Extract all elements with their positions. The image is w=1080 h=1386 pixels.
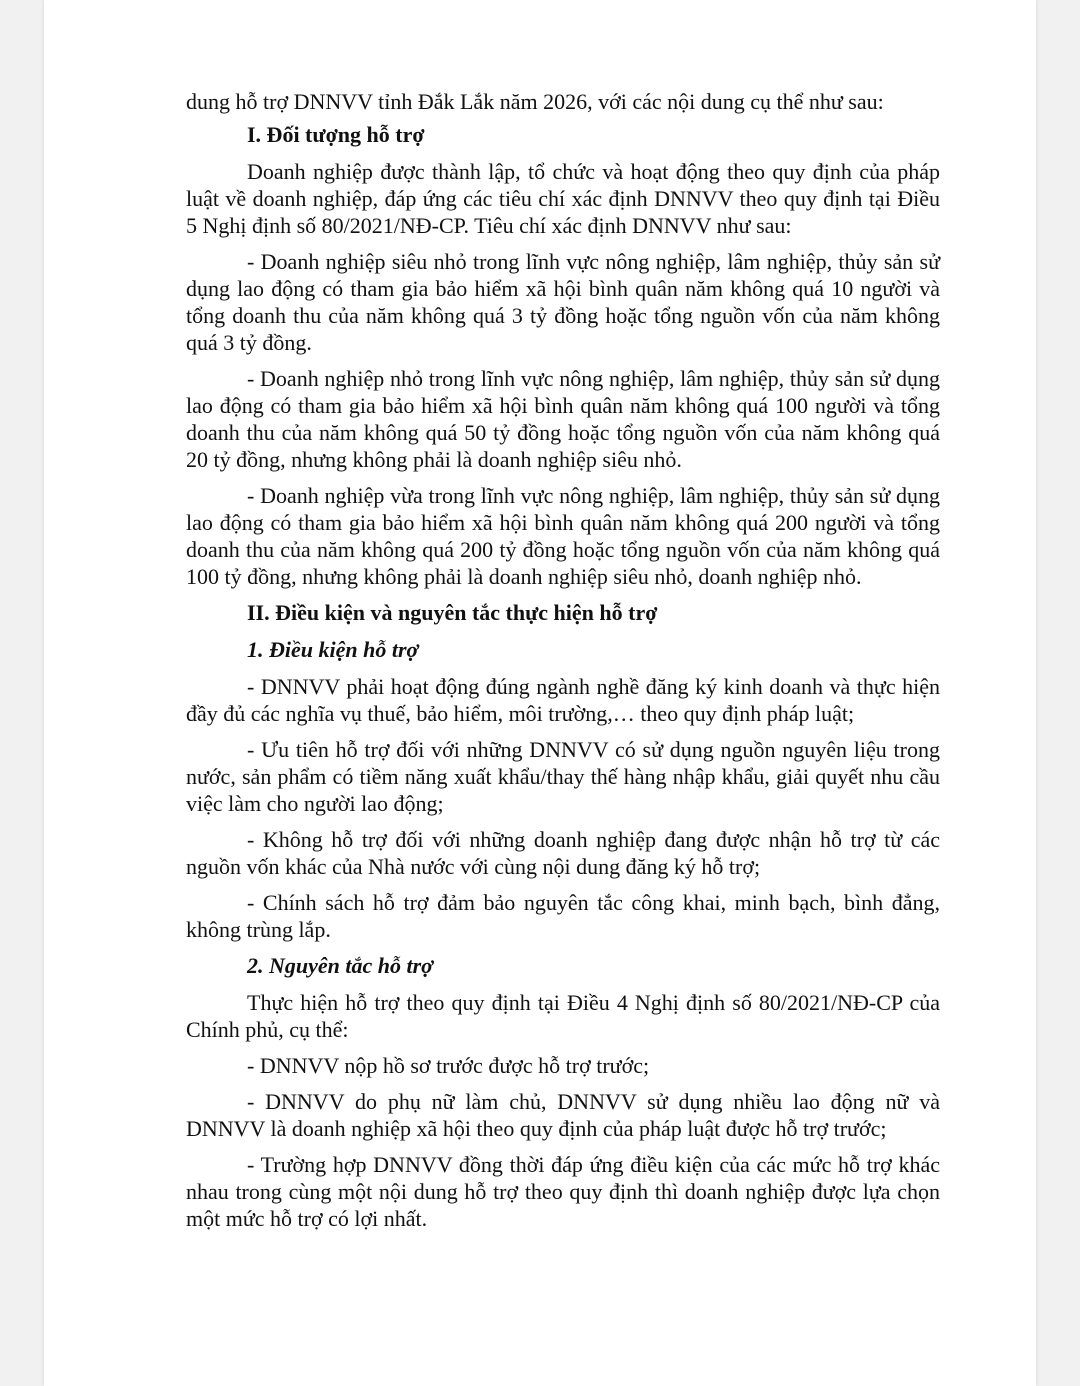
section-1-intro: Doanh nghiệp được thành lập, tổ chức và hoạt động theo quy định của pháp luật về doanh nghiệp, đáp ứng các tiêu chí xác định DNNVV theo quy định tại Điều 5 Nghị định số 80/2021/NĐ-CP. Tiêu chí xác định DNNVV như sau: [186, 159, 940, 238]
section-2-heading: II. Điều kiện và nguyên tắc thực hiện hỗ trợ [247, 600, 658, 625]
section-1-heading: I. Đối tượng hỗ trợ [247, 122, 425, 147]
condition-item: - DNNVV phải hoạt động đúng ngành nghề đăng ký kinh doanh và thực hiện đầy đủ các nghĩa vụ thuế, bảo hiểm, môi trường,… theo quy định pháp luật; [186, 674, 940, 726]
subsection-1-heading: 1. Điều kiện hỗ trợ [247, 637, 419, 662]
principle-item: - DNNVV nộp hồ sơ trước được hỗ trợ trước; [247, 1053, 650, 1078]
criteria-item-small: - Doanh nghiệp nhỏ trong lĩnh vực nông nghiệp, lâm nghiệp, thủy sản sử dụng lao động có tham gia bảo hiểm xã hội bình quân năm không quá 100 người và tổng doanh thu của năm không quá 50 tỷ đồng hoặc tổng nguồn vốn của năm không quá 20 tỷ đồng, nhưng không phải là doanh nghiệp siêu nhỏ. [186, 366, 940, 472]
document-page [44, 0, 1036, 1386]
principle-item: - Trường hợp DNNVV đồng thời đáp ứng điều kiện của các mức hỗ trợ khác nhau trong cùng một nội dung hỗ trợ theo quy định thì doanh nghiệp được lựa chọn một mức hỗ trợ có lợi nhất. [186, 1152, 940, 1231]
subsection-2-heading: 2. Nguyên tắc hỗ trợ [247, 953, 433, 978]
condition-item: - Chính sách hỗ trợ đảm bảo nguyên tắc công khai, minh bạch, bình đẳng, không trùng lắp. [186, 890, 940, 942]
condition-item: - Ưu tiên hỗ trợ đối với những DNNVV có sử dụng nguồn nguyên liệu trong nước, sản phẩm có tiềm năng xuất khẩu/thay thế hàng nhập khẩu, giải quyết nhu cầu việc làm cho người lao động; [186, 737, 940, 816]
principle-item: - DNNVV do phụ nữ làm chủ, DNNVV sử dụng nhiều lao động nữ và DNNVV là doanh nghiệp xã hội theo quy định của pháp luật được hỗ trợ trước; [186, 1089, 940, 1141]
condition-item: - Không hỗ trợ đối với những doanh nghiệp đang được nhận hỗ trợ từ các nguồn vốn khác của Nhà nước với cùng nội dung đăng ký hỗ trợ; [186, 827, 940, 879]
lead-paragraph: dung hỗ trợ DNNVV tỉnh Đắk Lắk năm 2026, với các nội dung cụ thể như sau: [186, 89, 884, 114]
criteria-item-medium: - Doanh nghiệp vừa trong lĩnh vực nông nghiệp, lâm nghiệp, thủy sản sử dụng lao động có tham gia bảo hiểm xã hội bình quân năm không quá 200 người và tổng doanh thu của năm không quá 200 tỷ đồng hoặc tổng nguồn vốn của năm không quá 100 tỷ đồng, nhưng không phải là doanh nghiệp siêu nhỏ, doanh nghiệp nhỏ. [186, 483, 940, 589]
page-content [186, 88, 940, 1241]
criteria-item-micro: - Doanh nghiệp siêu nhỏ trong lĩnh vực nông nghiệp, lâm nghiệp, thủy sản sử dụng lao động có tham gia bảo hiểm xã hội bình quân năm không quá 10 người và tổng doanh thu của năm không quá 3 tỷ đồng hoặc tổng nguồn vốn của năm không quá 3 tỷ đồng. [186, 249, 940, 355]
principle-intro: Thực hiện hỗ trợ theo quy định tại Điều 4 Nghị định số 80/2021/NĐ-CP của Chính phủ, cụ thể: [186, 990, 940, 1042]
